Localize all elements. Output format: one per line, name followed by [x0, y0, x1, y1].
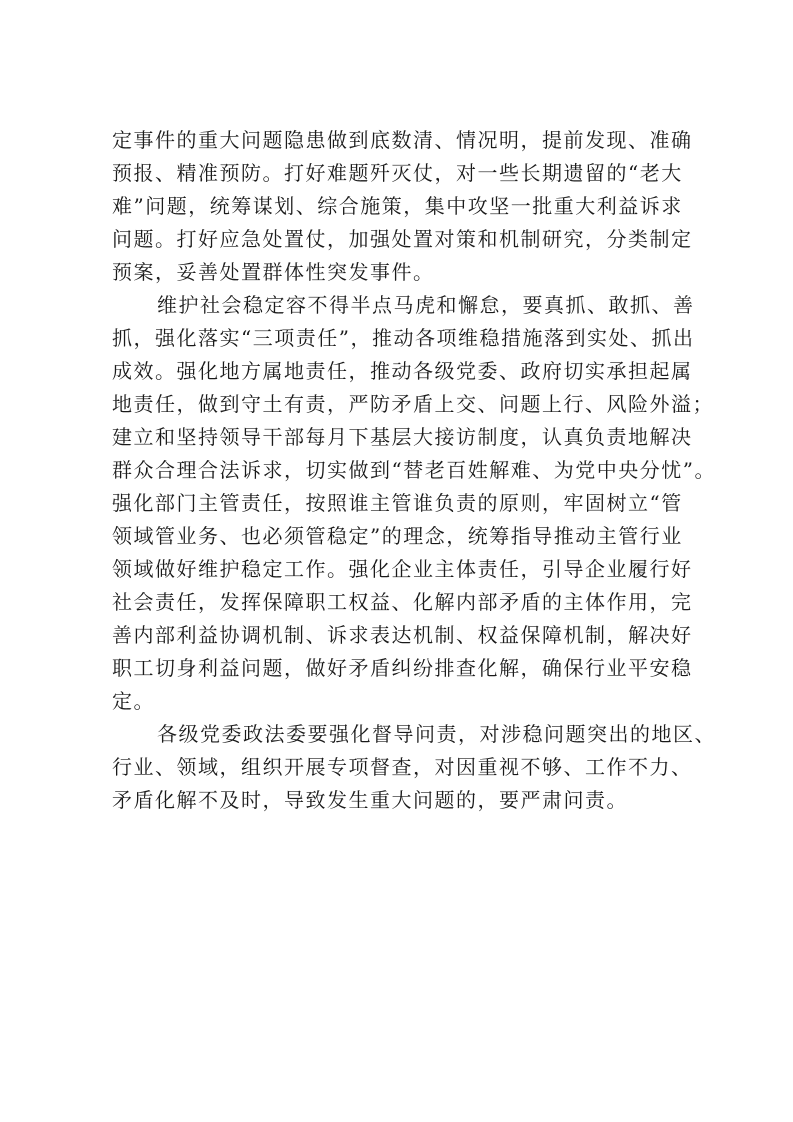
text-line: 问题。打好应急处置仗，加强处置对策和机制研究，分类制定	[112, 227, 693, 251]
text-line: 各级党委政法委要强化督导问责，对涉稳问题突出的地区、	[157, 722, 716, 746]
text-line: 行业、领域，组织开展专项督查，对因重视不够、工作不力、	[112, 755, 693, 779]
text-line: 领域管业务、也必须管稳定”的理念，统筹指导推动主管行业	[112, 524, 683, 548]
text-line: 矛盾化解不及时，导致发生重大问题的，要严肃问责。	[112, 788, 628, 812]
text-line: 预案，妥善处置群体性突发事件。	[112, 260, 435, 284]
text-line: 抓，强化落实“三项责任”，推动各项维稳措施落到实处、抓出	[112, 326, 695, 350]
text-line: 建立和坚持领导干部每月下基层大接访制度，认真负责地解决	[112, 425, 693, 449]
text-line: 群众合理合法诉求，切实做到“替老百姓解难、为党中央分忧”。	[112, 458, 716, 482]
paragraph-2	[112, 289, 716, 718]
text-line: 领域做好维护稳定工作。强化企业主体责任，引导企业履行好	[112, 557, 693, 581]
text-line: 善内部利益协调机制、诉求表达机制、权益保障机制，解决好	[112, 623, 693, 647]
text-line: 职工切身利益问题，做好矛盾纠纷排查化解，确保行业平安稳	[112, 656, 693, 680]
paragraph-3	[112, 718, 716, 817]
text-line: 定。	[112, 689, 155, 713]
paragraph-1	[112, 124, 693, 289]
text-line: 定事件的重大问题隐患做到底数清、情况明，提前发现、准确	[112, 128, 693, 152]
text-line: 维护社会稳定容不得半点马虎和懈怠，要真抓、敢抓、善	[157, 293, 695, 317]
text-line: 强化部门主管责任，按照谁主管谁负责的原则，牢固树立“管	[112, 491, 683, 515]
text-line: 预报、精准预防。打好难题歼灭仗，对一些长期遗留的“老大	[112, 161, 683, 185]
text-line: 成效。强化地方属地责任，推动各级党委、政府切实承担起属	[112, 359, 693, 383]
text-line: 地责任，做到守土有责，严防矛盾上交、问题上行、风险外溢；	[112, 392, 714, 416]
text-line: 社会责任，发挥保障职工权益、化解内部矛盾的主体作用，完	[112, 590, 693, 614]
document-body	[112, 124, 716, 817]
text-line: 难”问题，统筹谋划、综合施策，集中攻坚一批重大利益诉求	[112, 194, 683, 218]
